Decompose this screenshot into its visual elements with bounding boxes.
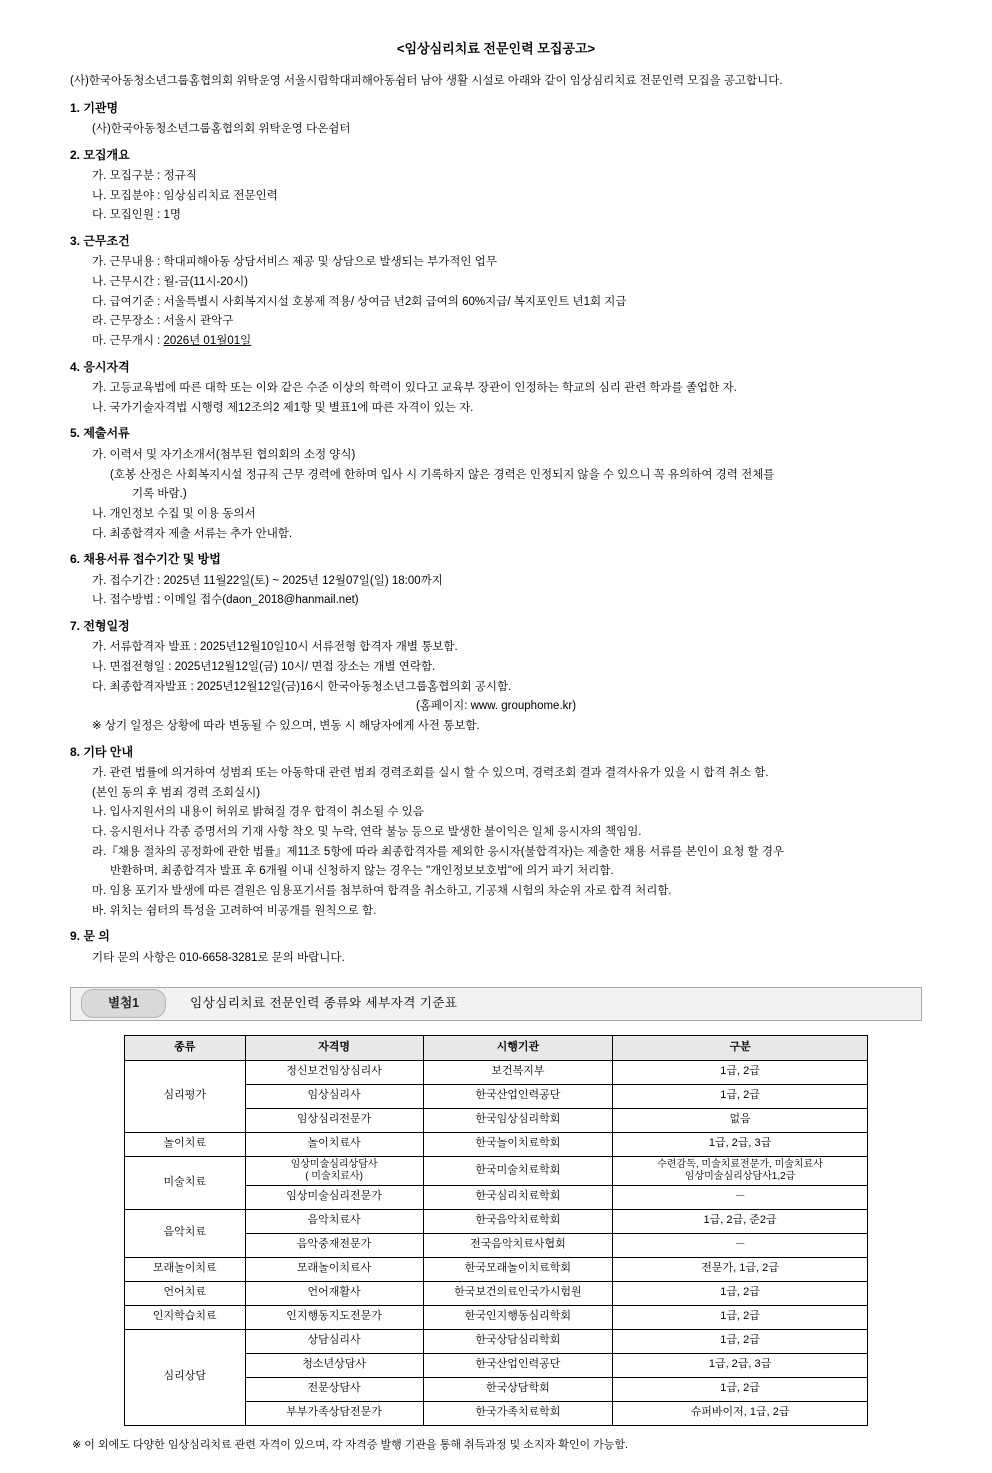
table-cell: [245, 1209, 423, 1233]
page-title: <임상심리치료 전문인력 모집공고>: [396, 41, 596, 56]
table-cell-line: 한국상담심리학회: [475, 1334, 561, 1347]
table-row: [125, 1281, 868, 1305]
table-cell: [423, 1233, 613, 1257]
section-line: 나. 모집분야 : 임상심리치료 전문인력: [92, 189, 278, 202]
table-header-row: [125, 1035, 868, 1060]
section-line: (사)한국아동청소년그룹홈협의회 위탁운영 다온쉼터: [92, 122, 351, 135]
table-cell: [423, 1132, 613, 1156]
table-cell: [245, 1305, 423, 1329]
section-heading: 8. 기타 안내: [70, 744, 134, 759]
table-cell-line: 임상미술심리상담사: [290, 1158, 378, 1170]
table-cell-group: 인지학습치료: [125, 1305, 246, 1329]
table-cell: [423, 1257, 613, 1281]
table-cell: [245, 1060, 423, 1084]
section-line: (본인 동의 후 범죄 경력 조회실시): [92, 786, 261, 799]
table-cell: [613, 1233, 868, 1257]
section-line: 반환하며, 최종합격자 발표 후 6개월 이내 신청하지 않는 경우는 "개인정보보호법"에 의거 파기 처리함.: [110, 865, 614, 878]
table-row: [125, 1257, 868, 1281]
table-cell: [613, 1377, 868, 1401]
table-cell-line: 한국보건의료인국가시험원: [454, 1286, 582, 1299]
section-line: 나. 입사지원서의 내용이 허위로 밝혀질 경우 합격이 취소될 수 있음: [92, 806, 424, 819]
table-cell-line: 한국임상심리학회: [475, 1113, 561, 1126]
table-footnote: ※ 이 외에도 다양한 임상심리치료 관련 자격이 있으며, 각 자격증 발행 기관을 통해 취득과정 및 소지자 확인이 가능함.: [72, 1438, 629, 1451]
table-cell-line: 한국인지행동심리학회: [464, 1310, 572, 1323]
table-cell: [245, 1329, 423, 1353]
table-cell: [613, 1281, 868, 1305]
section-line: 가. 서류합격자 발표 : 2025년12월10일10시 서류전형 합격자 개별 통보함.: [92, 641, 458, 654]
section-line: 나. 접수방법 : 이메일 접수(daon_2018@hanmail.net): [92, 594, 359, 607]
qualification-table: [124, 1035, 868, 1426]
table-header-cell: 구분: [613, 1035, 868, 1060]
table-cell: [423, 1060, 613, 1084]
table-cell-line: －: [734, 1190, 746, 1203]
section-line: 가. 근무내용 : 학대피해아동 상담서비스 제공 및 상담으로 발생되는 부가적인 업무: [92, 256, 497, 269]
table-cell-line: ( 미술치료사): [305, 1170, 363, 1182]
section-line: 다. 모집인원 : 1명: [92, 209, 182, 222]
table-cell-line: 없음: [729, 1113, 751, 1126]
table-cell: [613, 1257, 868, 1281]
table-cell-group: 심리상담: [125, 1329, 246, 1425]
section-heading: 2. 모집개요: [70, 147, 130, 162]
section-line: 가. 관련 법률에 의거하여 성범죄 또는 아동학대 관련 범죄 경력조회를 실시 할 수 있으며, 경력조회 결과 결격사유가 있을 시 합격 취소 함.: [92, 767, 769, 780]
table-row: [125, 1156, 868, 1185]
table-cell-line: －: [734, 1238, 746, 1251]
table-cell: [423, 1281, 613, 1305]
table-cell-line: 임상미술심리상담사1,2급: [684, 1170, 796, 1182]
table-header-cell: 종류: [125, 1035, 246, 1060]
table-cell-line: 한국산업인력공단: [475, 1358, 561, 1371]
section-line: 가. 고등교육법에 따른 대학 또는 이와 같은 수준 이상의 학력이 있다고 교육부 장관이 인정하는 학교의 심리 관련 학과를 졸업한 자.: [92, 382, 737, 395]
section-line: 기타 문의 사항은 010-6658-3281로 문의 바랍니다.: [92, 951, 345, 964]
table-cell-group: 모래놀이치료: [125, 1257, 246, 1281]
table-cell-line: 언어재활사: [307, 1286, 361, 1299]
table-cell: [613, 1132, 868, 1156]
table-cell: [613, 1060, 868, 1084]
section-line: 다. 최종합격자발표 : 2025년12월12일(금)16시 한국아동청소년그룹홈협의회 공시함.: [92, 680, 512, 693]
table-header-cell: 자격명: [245, 1035, 423, 1060]
table-cell: [613, 1305, 868, 1329]
table-cell-line: 청소년상담사: [302, 1358, 366, 1371]
table-cell-line: 1급, 2급, 3급: [708, 1137, 772, 1150]
table-cell: [613, 1329, 868, 1353]
table-cell-group: 언어치료: [125, 1281, 246, 1305]
table-cell: [423, 1401, 613, 1425]
section-heading: 7. 전형일정: [70, 618, 130, 633]
table-cell-line: 슈퍼바이저, 1급, 2급: [690, 1406, 790, 1419]
table-row: [125, 1329, 868, 1353]
table-cell: [423, 1329, 613, 1353]
intro-paragraph: (사)한국아동청소년그룹홈협의회 위탁운영 서울시립학대피해아동쉼터 남아 생활 시설로 아래와 같이 임상심리치료 전문인력 모집을 공고합니다.: [70, 74, 783, 87]
table-cell-group: 미술치료: [125, 1156, 246, 1209]
section-heading: 3. 근무조건: [70, 233, 130, 248]
table-cell-line: 모래놀이치료사: [296, 1262, 372, 1275]
table-head: [125, 1035, 868, 1060]
table-cell: [245, 1185, 423, 1209]
table-cell-line: 한국가족치료학회: [475, 1406, 561, 1419]
table-cell-line: 임상심리사: [307, 1089, 361, 1102]
table-cell-line: 전국음악치료사협회: [470, 1238, 566, 1251]
table-cell-line: 1급, 2급: [720, 1310, 760, 1323]
table-cell-line: 한국상담학회: [486, 1382, 550, 1395]
table-cell-line: 전문가, 1급, 2급: [701, 1262, 779, 1275]
table-cell: [423, 1377, 613, 1401]
table-cell: [613, 1185, 868, 1209]
section-line: 가. 모집구분 : 정규직: [92, 169, 197, 182]
table-cell-line: 수련감독, 미술치료전문가, 미술치료사: [657, 1158, 823, 1170]
attachment-chip: 별첨1: [81, 989, 166, 1017]
table-cell-line: 인지행동지도전문가: [286, 1310, 382, 1323]
section-line: 나. 개인정보 수집 및 이용 동의서: [92, 507, 256, 520]
section-line: 기록 바람.): [132, 488, 187, 501]
table-cell-line: 한국모래놀이치료학회: [464, 1262, 572, 1275]
attachment-label: 임상심리치료 전문인력 종류와 세부자격 기준표: [190, 996, 458, 1011]
section-line: 가. 접수기간 : 2025년 11월22일(토) ~ 2025년 12월07일(일) 18:00까지: [92, 574, 443, 587]
line-text: 마. 근무개시 :: [92, 335, 164, 348]
table-cell-line: 한국미술치료학회: [475, 1163, 561, 1176]
section-line: 라.『채용 절차의 공정화에 관한 법률』제11조 5항에 따라 최종합격자를 제외한 응시자(불합격자)는 제출한 채용 서류를 본인이 요청 할 경우: [92, 845, 785, 858]
section-heading: 9. 문 의: [70, 929, 110, 944]
table-cell-line: 1급, 2급: [720, 1089, 760, 1102]
table-cell-line: 1급, 2급: [720, 1065, 760, 1078]
table-cell-line: 음악중재전문가: [296, 1238, 372, 1251]
table-row: [125, 1305, 868, 1329]
section-heading: 5. 제출서류: [70, 426, 130, 441]
table-cell: [245, 1132, 423, 1156]
section-line: 다. 응시원서나 각종 증명서의 기재 사항 착오 및 누락, 연락 불능 등으로 발생한 불이익은 일체 응시자의 책임임.: [92, 826, 642, 839]
table-cell-line: 1급, 2급, 준2급: [703, 1214, 777, 1227]
section-line: 나. 국가기술자격법 시행령 제12조의2 제1항 및 별표1에 따른 자격이 있는 자.: [92, 401, 474, 414]
table-row: [125, 1060, 868, 1084]
table-cell: [613, 1209, 868, 1233]
table-cell: [423, 1185, 613, 1209]
table-header-cell: 시행기관: [423, 1035, 613, 1060]
section-line: 나. 면접전형일 : 2025년12월12일(금) 10시/ 면접 장소는 개별 연락함.: [92, 661, 436, 674]
table-cell: [613, 1108, 868, 1132]
table-cell: [613, 1156, 868, 1185]
table-cell-group: 놀이치료: [125, 1132, 246, 1156]
line-text-underlined: 2026년 01월01일: [163, 335, 252, 348]
table-cell-line: 놀이치료사: [307, 1137, 361, 1150]
table-cell-line: 음악치료사: [307, 1214, 361, 1227]
table-cell: [613, 1084, 868, 1108]
table-cell: [245, 1401, 423, 1425]
table-cell: [613, 1401, 868, 1425]
table-cell-line: 한국음악치료학회: [475, 1214, 561, 1227]
table-body: [125, 1060, 868, 1425]
table-cell: [423, 1084, 613, 1108]
table-cell-group: 음악치료: [125, 1209, 246, 1257]
table-cell-line: 1급, 2급, 3급: [708, 1358, 772, 1371]
table-cell-line: 보건복지부: [491, 1065, 545, 1078]
table-cell: [423, 1209, 613, 1233]
sections-container: [70, 100, 922, 967]
table-cell-group: 심리평가: [125, 1060, 246, 1132]
table-cell-line: 한국놀이치료학회: [475, 1137, 561, 1150]
section-line: (호봉 산정은 사회복지시설 정규직 근무 경력에 한하며 입사 시 기록하지 않은 경력은 인정되지 않을 수 있으니 꼭 유의하여 경력 전체를: [110, 468, 775, 481]
table-cell: [423, 1305, 613, 1329]
table-cell-line: 1급, 2급: [720, 1286, 760, 1299]
section-line: 가. 이력서 및 자기소개서(첨부된 협의회의 소정 양식): [92, 448, 356, 461]
table-cell: [245, 1084, 423, 1108]
table-cell-line: 상담심리사: [307, 1334, 361, 1347]
section-line: 바. 위치는 쉼터의 특성을 고려하여 비공개를 원칙으로 함.: [92, 904, 377, 917]
table-cell: [245, 1377, 423, 1401]
table-cell: [245, 1156, 423, 1185]
table-cell: [245, 1353, 423, 1377]
attachment-banner: [70, 987, 922, 1021]
section-line: ※ 상기 일정은 상황에 따라 변동될 수 있으며, 변동 시 해당자에게 사전 통보함.: [92, 720, 480, 733]
table-cell-line: 전문상담사: [307, 1382, 361, 1395]
table-cell-line: 1급, 2급: [720, 1382, 760, 1395]
section-line: [92, 333, 922, 350]
table-cell-line: 부부가족상담전문가: [286, 1406, 382, 1419]
table-cell: [423, 1156, 613, 1185]
section-heading: 4. 응시자격: [70, 359, 130, 374]
table-cell-line: 임상미술심리전문가: [286, 1190, 382, 1203]
section-line: 다. 급여기준 : 서울특별시 사회복지시설 호봉제 적용/ 상여금 년2회 급여의 60%지급/ 복지포인트 년1회 지급: [92, 295, 627, 308]
table-row: [125, 1209, 868, 1233]
section-line: 라. 근무장소 : 서울시 관악구: [92, 315, 234, 328]
section-line: (홈페이지: www. grouphome.kr): [415, 700, 577, 713]
section-heading: 1. 기관명: [70, 100, 119, 115]
section-line: 마. 임용 포기자 발생에 따른 결원은 임용포기서를 첨부하여 합격을 취소하고, 기공채 시험의 차순위 자로 합격 처리함.: [92, 885, 672, 898]
table-row: [125, 1132, 868, 1156]
section-line: 나. 근무시간 : 월-금(11시-20시): [92, 276, 249, 289]
table-cell: [613, 1353, 868, 1377]
table-cell-line: 임상심리전문가: [296, 1113, 372, 1126]
section-line: 다. 최종합격자 제출 서류는 추가 안내함.: [92, 527, 293, 540]
section-heading: 6. 채용서류 접수기간 및 방법: [70, 552, 221, 567]
table-cell: [245, 1257, 423, 1281]
table-cell: [245, 1233, 423, 1257]
table-cell-line: 한국산업인력공단: [475, 1089, 561, 1102]
table-cell: [423, 1353, 613, 1377]
table-cell: [245, 1108, 423, 1132]
table-cell-line: 1급, 2급: [720, 1334, 760, 1347]
table-cell: [423, 1108, 613, 1132]
table-cell-line: 정신보건임상심리사: [286, 1065, 382, 1078]
table-cell-line: 한국심리치료학회: [475, 1190, 561, 1203]
table-cell: [245, 1281, 423, 1305]
